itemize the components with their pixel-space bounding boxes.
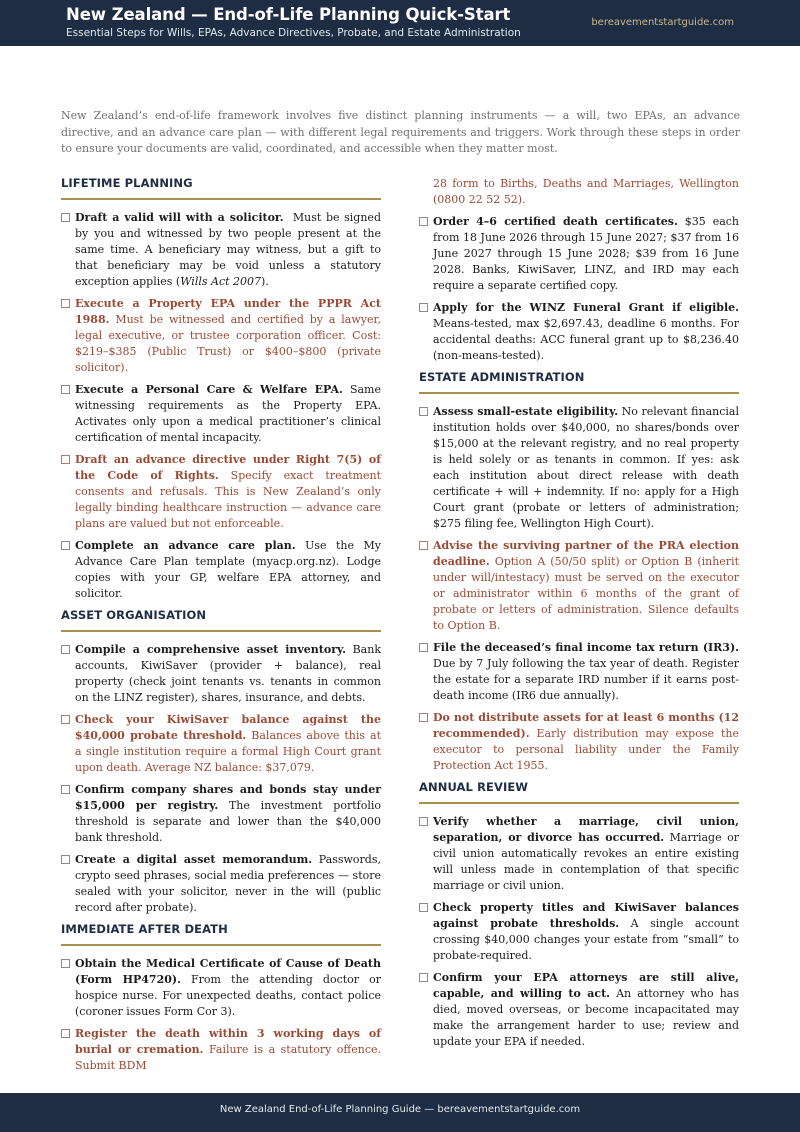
section-heading-annual-review: ANNUAL REVIEW — [419, 780, 739, 804]
item-title: Execute a Personal Care & Welfare EPA. — [75, 383, 343, 396]
checklist-item[interactable] — [61, 210, 381, 290]
checkbox[interactable] — [419, 407, 428, 416]
checklist-item[interactable] — [61, 296, 381, 376]
checkbox[interactable] — [61, 645, 70, 654]
item-text: No relevant financial institution holds over $40,000, no shares/bonds over $15,000 at the relevant registry, and no real property is held solely or as tenants in common. If yes: ask each institution about direct release with death certificate + will + indemnity. If no: apply for a High Court grant (probate or letters of administration; $275 filing fee, Wellington High Court). — [433, 405, 740, 530]
item-title: Check property titles and KiwiSaver balances against probate thresholds. — [433, 901, 739, 930]
checkbox[interactable] — [419, 303, 428, 312]
section-heading-assets: ASSET ORGANISATION — [61, 608, 381, 632]
checklist-item[interactable] — [61, 782, 381, 846]
checklist-item[interactable] — [61, 1026, 381, 1074]
checkbox[interactable] — [61, 213, 70, 222]
checklist-item[interactable] — [419, 814, 739, 894]
item-text: Early distribution may expose the executor to personal liability under the Family Protection Act 1955. — [433, 727, 739, 772]
item-text: Must be signed by you and witnessed by two people present at the same time. A beneficiary may witness, but a gift to that beneficiary may be void unless a statutory exception applies ( — [75, 211, 381, 288]
item-text: Specify exact treatment consents and refusals. This is New Zealand’s only legally binding healthcare instruction — advance care plans are valued but not enforceable. — [75, 469, 381, 530]
checkbox[interactable] — [419, 973, 428, 982]
checklist-item[interactable] — [61, 452, 381, 532]
checklist-item[interactable] — [419, 538, 739, 634]
checklist-item[interactable] — [419, 300, 739, 364]
item-text: Due by 7 July following the tax year of death. Register the estate for a separate IRD number if it earns post-death income (IR6 due annually). — [433, 657, 739, 702]
site-link[interactable]: bereavementstartguide.com — [591, 17, 734, 28]
section-heading-estate: ESTATE ADMINISTRATION — [419, 370, 739, 394]
item-text: A single account crossing $40,000 changes your estate from “small” to probate-required. — [433, 917, 739, 962]
item-text: Marriage or civil union automatically revokes an entire existing will unless made in contemplation of that specific marriage or civil union. — [433, 831, 739, 892]
item-title: Obtain the Medical Certificate of Cause of Death (Form HP4720). — [75, 957, 381, 986]
item-title: Check your KiwiSaver balance against the $40,000 probate threshold. — [75, 713, 381, 742]
checkbox[interactable] — [61, 385, 70, 394]
checklist-item[interactable] — [61, 852, 381, 916]
checklist-item[interactable] — [419, 900, 739, 964]
item-title: Draft a valid will with a solicitor. — [75, 211, 284, 224]
item-title: Register the death within 3 working days of burial or cremation. — [75, 1027, 381, 1056]
item-text: Passwords, crypto seed phrases, social media preferences — store sealed with your solicitor, never in the will (public record after probate). — [75, 853, 381, 914]
item-title: Apply for the WINZ Funeral Grant if eligible. — [433, 301, 739, 314]
checkbox[interactable] — [61, 299, 70, 308]
item-text-continuation: 28 form to Births, Deaths and Marriages, Wellington (0800 22 52 52). — [433, 177, 739, 206]
right-column — [419, 176, 739, 1056]
checkbox[interactable] — [419, 713, 428, 722]
item-title: Advise the surviving partner of the PRA election deadline. — [433, 539, 739, 568]
checkbox[interactable] — [61, 541, 70, 550]
page-title: New Zealand — End-of-Life Planning Quick-Start — [66, 5, 511, 24]
item-text: Failure is a statutory offence. Submit BDM — [75, 1043, 382, 1072]
intro-paragraph: New Zealand’s end-of-life framework involves five distinct planning instruments — a will, two EPAs, an advance directive, and an advance care plan — with different legal requirements and triggers. Work through these steps in order to ensure your documents are valid, coordinated, and accessible when they matter most. — [61, 109, 740, 155]
item-title: Order 4–6 certified death certificates. — [433, 215, 678, 228]
checkbox[interactable] — [61, 855, 70, 864]
item-title: Execute a Property EPA under the PPPR Act 1988. — [75, 297, 381, 326]
item-title: Confirm your EPA attorneys are still alive, capable, and willing to act. — [433, 971, 739, 1000]
checkbox[interactable] — [419, 643, 428, 652]
page-subtitle: Essential Steps for Wills, EPAs, Advance Directives, Probate, and Estate Administration — [66, 27, 521, 39]
item-text: Balances above this at a single institution require a formal High Court grant upon death. Average NZ balance: $37,079. — [75, 729, 382, 774]
item-title: Verify whether a marriage, civil union, separation, or divorce has occurred. — [433, 815, 739, 844]
section-heading-after-death: IMMEDIATE AFTER DEATH — [61, 922, 381, 946]
checklist-item[interactable] — [61, 642, 381, 706]
item-title: Compile a comprehensive asset inventory. — [75, 643, 346, 656]
checkbox[interactable] — [419, 541, 428, 550]
item-title: Confirm company shares and bonds stay under $15,000 per registry. — [75, 783, 381, 812]
item-text: Must be witnessed and certified by a lawyer, legal executive, or trustee corporation officer. Cost: $219–$385 (Public Trust) or $400–$800 (private solicitor). — [75, 313, 382, 374]
item-text: Use the My Advance Care Plan template (myacp.org.nz). Lodge copies with your GP, welfare EPA attorney, and solicitor. — [75, 539, 381, 600]
item-text: Means-tested, max $2,697.43, deadline 6 months. For accidental deaths: ACC funeral grant up to $8,236.40 (non-means-tested). — [433, 317, 739, 362]
section-heading-lifetime: LIFETIME PLANNING — [61, 176, 381, 200]
checklist-item[interactable] — [61, 538, 381, 602]
checklist-item[interactable] — [61, 956, 381, 1020]
checkbox[interactable] — [61, 715, 70, 724]
checklist-item[interactable] — [419, 710, 739, 774]
item-text: Same witnessing requirements as the Property EPA. Activates only upon a medical practitioner’s clinical certification of mental incapacity. — [75, 383, 381, 444]
checklist-item[interactable] — [419, 214, 739, 294]
checklist-item[interactable] — [419, 640, 739, 704]
checkbox[interactable] — [419, 217, 428, 226]
checkbox[interactable] — [61, 959, 70, 968]
checkbox[interactable] — [61, 455, 70, 464]
item-citation: Wills Act 2007 — [180, 275, 262, 288]
item-text-end: ). — [261, 275, 269, 288]
item-title: File the deceased’s final income tax return (IR3). — [433, 641, 739, 654]
item-text: Bank accounts, KiwiSaver (provider + balance), real property (check joint tenants vs. tenants in common on the LINZ register), shares, insurance, and debts. — [75, 643, 381, 704]
item-text: From the attending doctor or hospice nurse. For unexpected deaths, contact police (coroner issues Form Cor 3). — [75, 973, 382, 1018]
item-title: Complete an advance care plan. — [75, 539, 296, 552]
item-title: Do not distribute assets for at least 6 months (12 recommended). — [433, 711, 739, 740]
item-text: The investment portfolio threshold is separate and lower than the $40,000 bank threshold. — [75, 799, 382, 844]
checkbox[interactable] — [61, 1029, 70, 1038]
left-column — [61, 176, 381, 1080]
checkbox[interactable] — [419, 817, 428, 826]
item-text: Option A (50/50 split) or Option B (inherit under will/intestacy) must be served on the executor or administrator within 6 months of the grant of probate or letters of administration. Silence defaults to Option B. — [433, 555, 739, 632]
checklist-item[interactable] — [419, 404, 739, 532]
page-footer: New Zealand End-of-Life Planning Guide — bereavementstartguide.com — [0, 1093, 800, 1132]
item-text: $35 each from 18 June 2026 through 15 June 2027; $37 from 16 June 2027 through 15 June 2028; $39 from 16 June 2028. Banks, KiwiSaver, LINZ, and IRD may each require a separate certified copy. — [433, 215, 740, 292]
checklist-item[interactable] — [61, 712, 381, 776]
checklist-item[interactable] — [61, 382, 381, 446]
checkbox[interactable] — [419, 903, 428, 912]
item-title: Create a digital asset memorandum. — [75, 853, 313, 866]
item-title: Assess small-estate eligibility. — [433, 405, 619, 418]
page-header — [0, 0, 800, 46]
checklist-item[interactable] — [419, 970, 739, 1050]
item-title: Draft an advance directive under Right 7(5) of the Code of Rights. — [75, 453, 381, 482]
item-text: An attorney who has died, moved overseas, or become incapacitated may make the arrangement harder to use; review and update your EPA if needed. — [433, 987, 739, 1048]
checkbox[interactable] — [61, 785, 70, 794]
